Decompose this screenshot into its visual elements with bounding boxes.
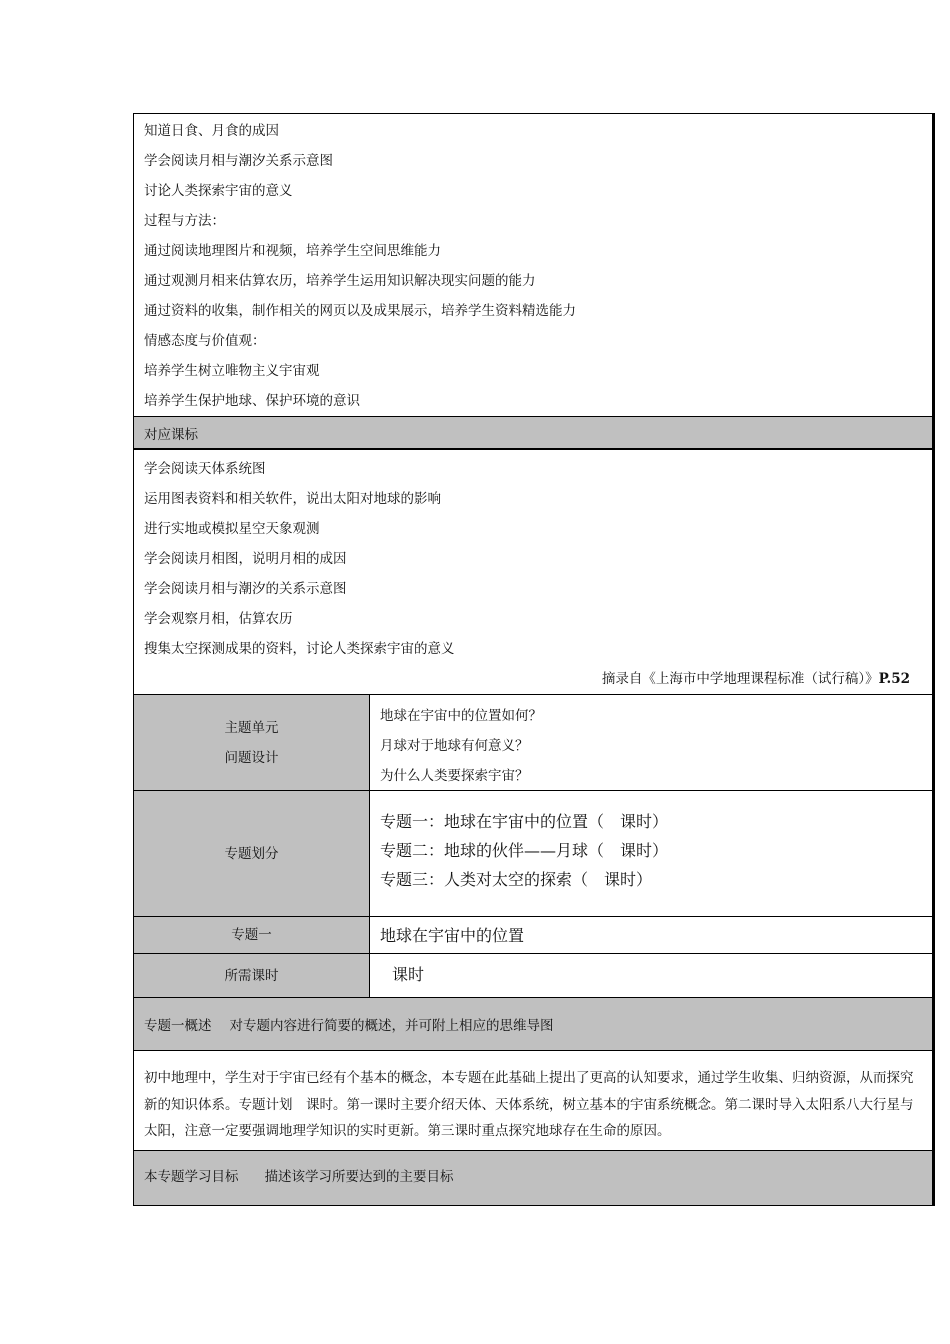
goals-header xyxy=(134,1151,932,1205)
objective-line: 讨论人类探索宇宙的意义 xyxy=(144,183,293,199)
topics-row xyxy=(134,791,932,917)
lesson-plan-table xyxy=(133,113,935,1206)
theme-unit-row xyxy=(134,695,932,791)
objective-line: 培养学生树立唯物主义宇宙观 xyxy=(144,363,320,379)
hours-label-text: 所需课时 xyxy=(224,967,279,984)
topics-label-text: 专题划分 xyxy=(224,845,279,862)
standards-source xyxy=(134,664,932,694)
overview-desc: 对专题内容进行简要的概述，并可附上相应的思维导图 xyxy=(229,1018,554,1034)
standard-line: 学会阅读月相图，说明月相的成因 xyxy=(144,551,347,567)
objective-line: 通过阅读地理图片和视频，培养学生空间思维能力 xyxy=(144,243,441,259)
topic-item: 专题三：人类对太空的探索（ 课时） xyxy=(380,870,653,889)
standard-line: 进行实地或模拟星空天象观测 xyxy=(144,521,320,537)
standards-header: 对应课标 xyxy=(134,416,932,450)
question-line: 月球对于地球有何意义？ xyxy=(380,738,529,754)
topics-label xyxy=(134,791,370,916)
topics-list xyxy=(370,791,932,916)
overview-header xyxy=(134,998,932,1051)
overview-title: 专题一概述 xyxy=(144,1018,212,1034)
standard-line: 学会阅读天体系统图 xyxy=(144,461,266,477)
topic-one-label xyxy=(134,917,370,953)
theme-unit-label-line1: 主题单元 xyxy=(224,719,279,736)
objective-line: 情感态度与价值观： xyxy=(144,333,266,349)
hours-row xyxy=(134,954,932,998)
theme-unit-label-line2: 问题设计 xyxy=(224,749,279,766)
standard-line: 搜集太空探测成果的资料，讨论人类探索宇宙的意义 xyxy=(144,641,455,657)
topic-one-row xyxy=(134,917,932,954)
objectives-section xyxy=(134,114,932,416)
standard-line: 学会观察月相，估算农历 xyxy=(144,611,293,627)
topic-one-label-text: 专题一 xyxy=(231,927,272,943)
objective-line: 过程与方法： xyxy=(144,213,225,229)
topic-item: 专题二：地球的伙伴——月球（ 课时） xyxy=(380,841,669,860)
source-title: 摘录自《上海市中学地理课程标准（试行稿）》 xyxy=(601,671,879,687)
objective-line: 学会阅读月相与潮汐关系示意图 xyxy=(144,153,333,169)
goals-title: 本专题学习目标 xyxy=(144,1169,239,1185)
question-line: 地球在宇宙中的位置如何？ xyxy=(380,708,542,724)
goals-desc: 描述该学习所要达到的主要目标 xyxy=(264,1169,454,1185)
objective-line: 培养学生保护地球、保护环境的意识 xyxy=(144,393,360,409)
standards-section xyxy=(134,450,932,695)
question-line: 为什么人类要探索宇宙？ xyxy=(380,768,529,784)
topic-item: 专题一：地球在宇宙中的位置（ 课时） xyxy=(380,812,669,831)
source-page: P.52 xyxy=(878,671,910,687)
standard-line: 学会阅读月相与潮汐的关系示意图 xyxy=(144,581,347,597)
objective-line: 通过资料的收集，制作相关的网页以及成果展示，培养学生资料精选能力 xyxy=(144,303,576,319)
theme-unit-label xyxy=(134,695,370,790)
hours-value: 课时 xyxy=(392,965,425,984)
hours-label xyxy=(134,954,370,997)
topic-one-value: 地球在宇宙中的位置 xyxy=(380,926,525,945)
standard-line: 运用图表资料和相关软件，说出太阳对地球的影响 xyxy=(144,491,441,507)
objective-line: 通过观测月相来估算农历，培养学生运用知识解决现实问题的能力 xyxy=(144,273,536,289)
objective-line: 知道日食、月食的成因 xyxy=(144,123,279,139)
overview-body: 初中地理中，学生对于宇宙已经有个基本的概念，本专题在此基础上提出了更高的认知要求，通过学生收集、归纳资源，从而探究新的知识体系。专题计划 课时。第一课时主要介绍天体、天体系统，树立基本的宇宙系统概念。第二课时导入太阳系八大行星与太阳，注意一定要强调地理学知识的实时更新。第三课时重点探究地球存在生命的原因。 xyxy=(134,1051,932,1151)
theme-unit-questions xyxy=(370,695,932,790)
